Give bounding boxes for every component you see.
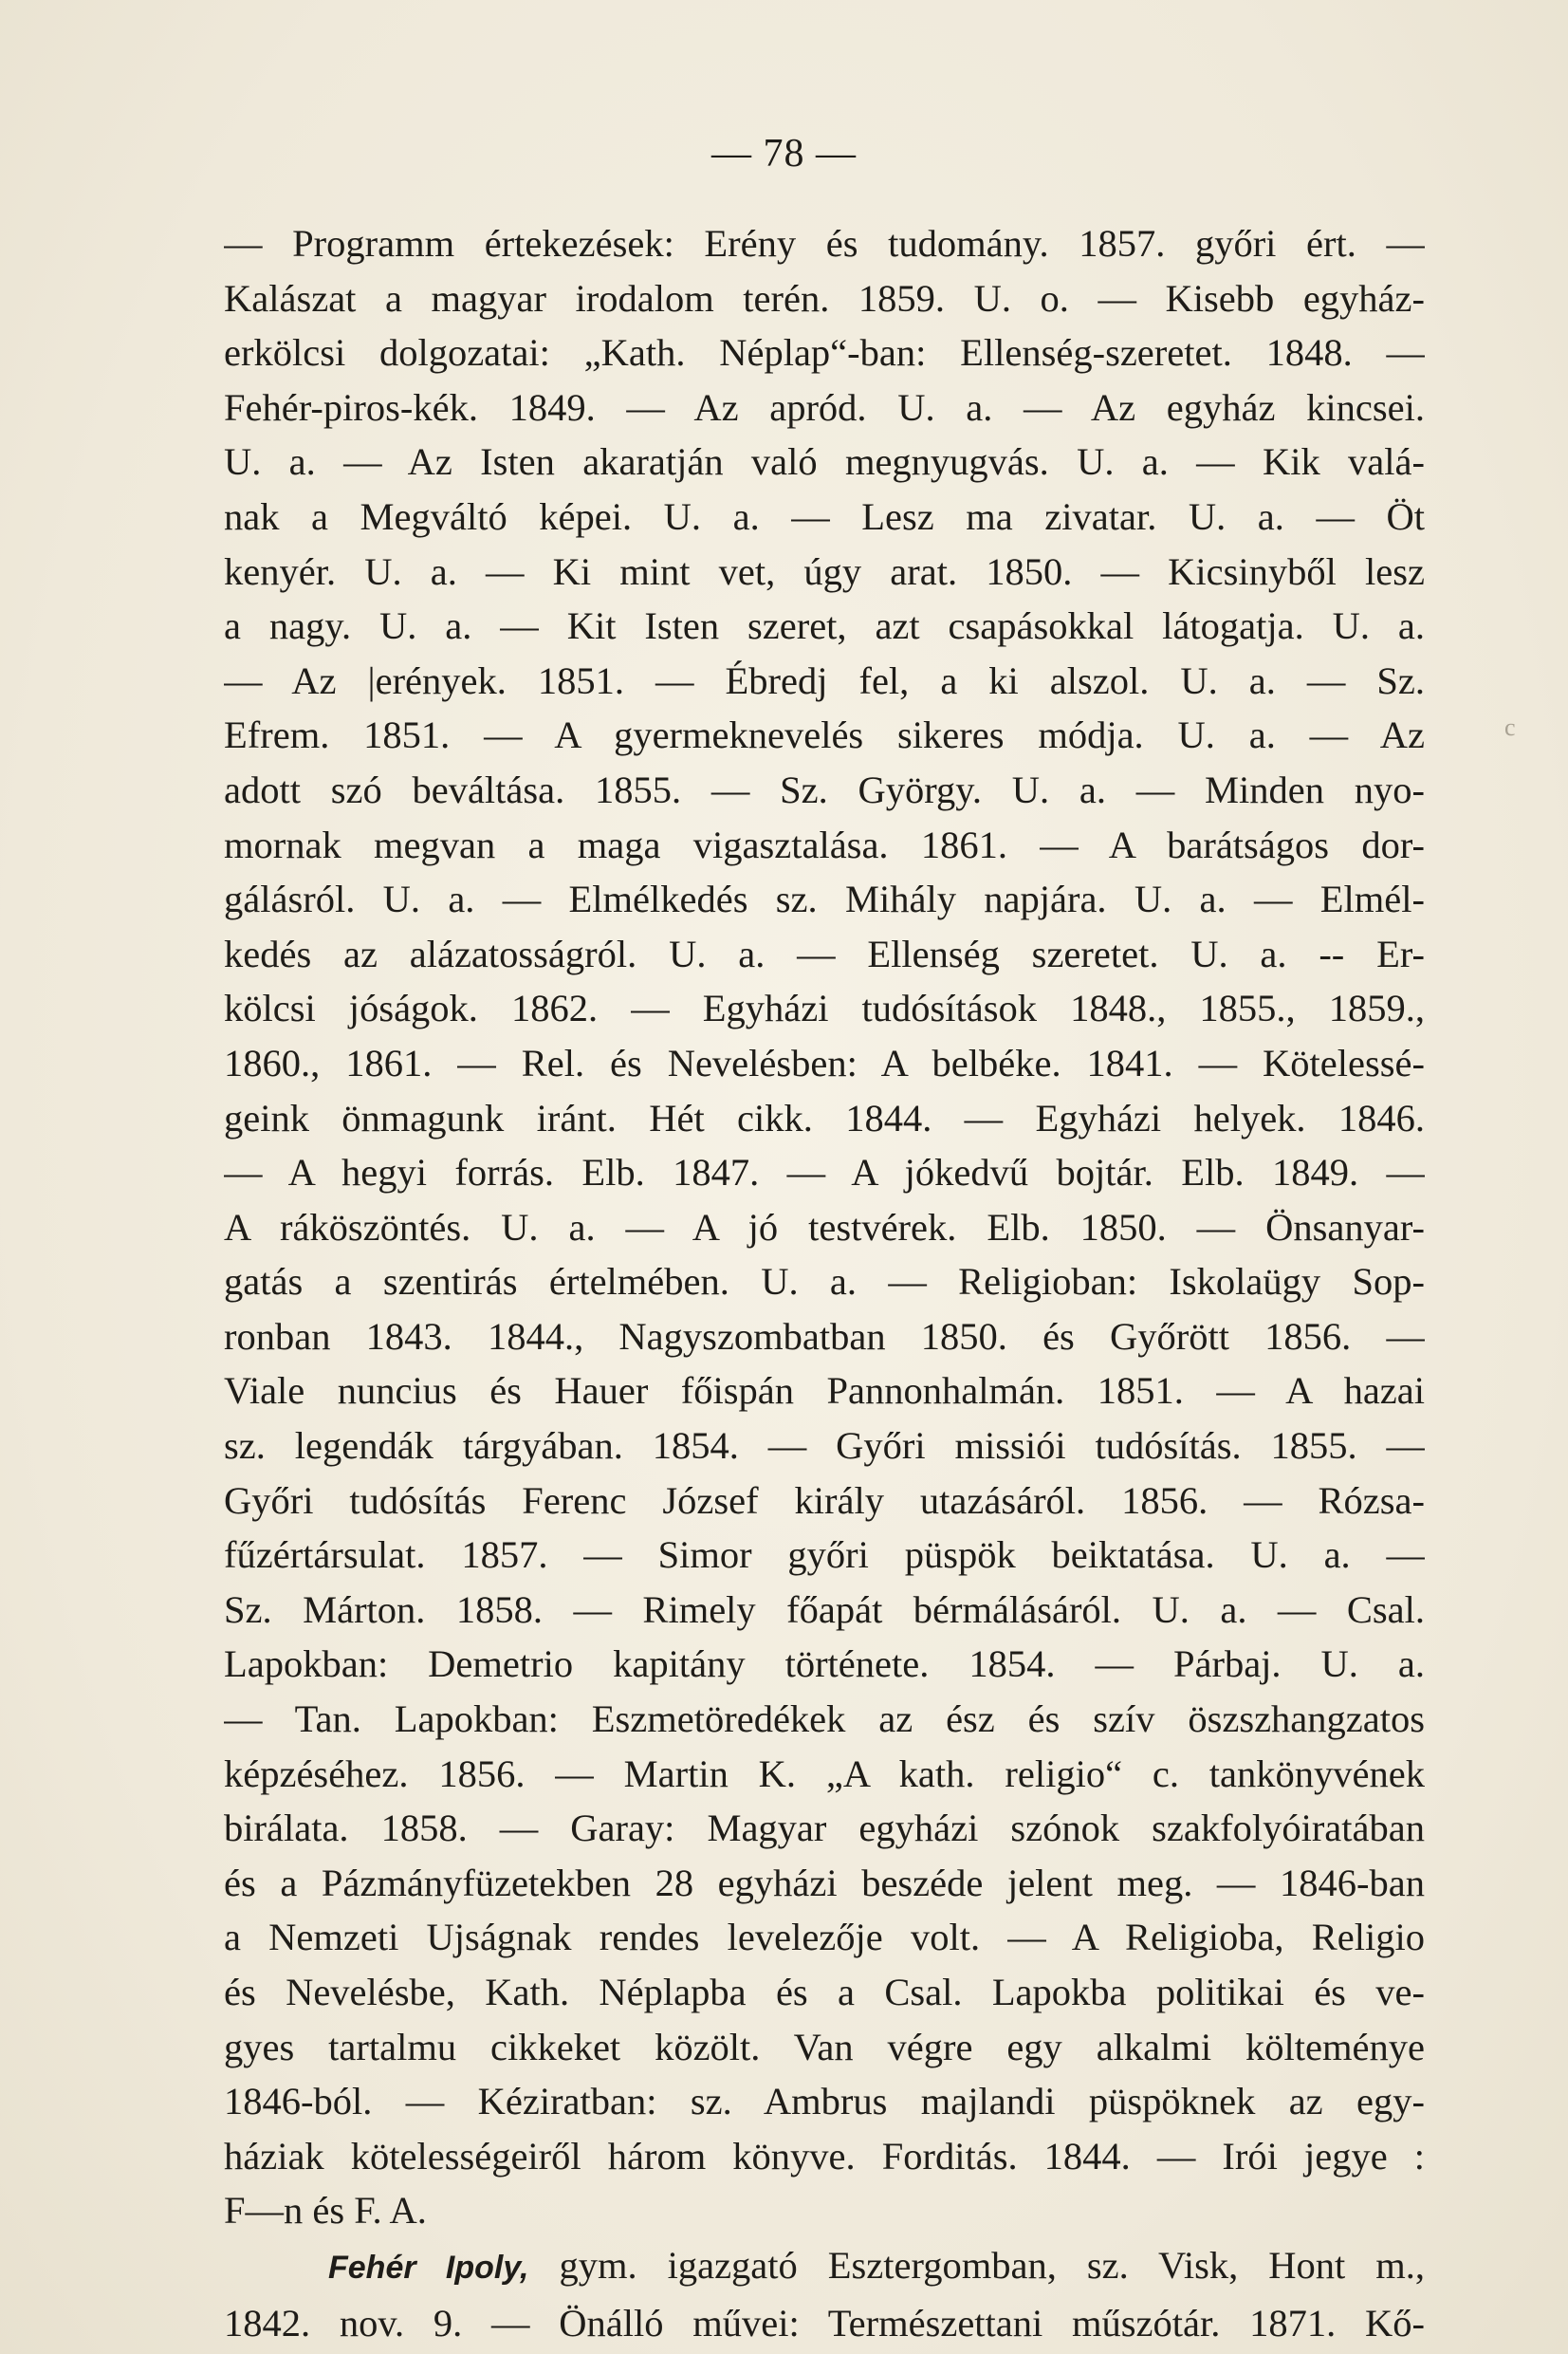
text-line: sz. legendák tárgyában. 1854. — Győri missiói tudósítás. 1855. — bbox=[224, 1424, 1425, 1468]
text-line: Lapokban: Demetrio kapitány története. 1854. — Párbaj. U. a. bbox=[224, 1642, 1425, 1686]
text-line: Győri tudósítás Ferenc József király utazásáról. 1856. — Rózsa- bbox=[224, 1478, 1425, 1522]
text-line: ronban 1843. 1844., Nagyszombatban 1850. és Győrött 1856. — bbox=[224, 1314, 1425, 1358]
text-line: 1860., 1861. — Rel. és Nevelésben: A belbéke. 1841. — Kötelessé- bbox=[224, 1041, 1425, 1084]
text-line: 1842. nov. 9. — Önálló művei: Természettani műszótár. 1871. Kő- bbox=[224, 2301, 1425, 2345]
text-line: 1846-ból. — Kéziratban: sz. Ambrus majlandi püspöknek az egy- bbox=[224, 2080, 1425, 2123]
text-line: és a Pázmányfüzetekben 28 egyházi beszéde jelent meg. — 1846-ban bbox=[224, 1861, 1425, 1904]
text-line: nak a Megváltó képei. U. a. — Lesz ma zivatar. U. a. — Öt bbox=[224, 494, 1425, 538]
text-line: képzéséhez. 1856. — Martin K. „A kath. religio“ c. tankönyvének bbox=[224, 1752, 1425, 1795]
text-line: a nagy. U. a. — Kit Isten szeret, azt csapásokkal látogatja. U. a. bbox=[224, 604, 1425, 648]
text-line: U. a. — Az Isten akaratján való megnyugvás. U. a. — Kik valá- bbox=[224, 440, 1425, 484]
text-line: kölcsi jóságok. 1862. — Egyházi tudósítások 1848., 1855., 1859., bbox=[224, 987, 1425, 1030]
text-line: A ráköszöntés. U. a. — A jó testvérek. Elb. 1850. — Önsanyar- bbox=[224, 1205, 1425, 1249]
text-line: Sz. Márton. 1858. — Rimely főapát bérmálásáról. U. a. — Csal. bbox=[224, 1587, 1425, 1631]
text-line: Efrem. 1851. — A gyermeknevelés sikeres módja. U. a. — Az bbox=[224, 714, 1425, 757]
text-line: — Tan. Lapokban: Eszmetöredékek az ész és szív öszszhangzatos bbox=[224, 1697, 1425, 1741]
text-line: Viale nuncius és Hauer főispán Pannonhalmán. 1851. — A hazai bbox=[224, 1369, 1425, 1413]
text-line: erkölcsi dolgozatai: „Kath. Néplap“-ban: Ellenség-szeretet. 1848. — bbox=[224, 331, 1425, 375]
page-number: — 78 — bbox=[711, 132, 857, 176]
text-line: geink önmagunk iránt. Hét cikk. 1844. — Egyházi helyek. 1846. bbox=[224, 1096, 1425, 1140]
text-line: Fehér-piros-kék. 1849. — Az apród. U. a. — Az egyház kincsei. bbox=[224, 385, 1425, 429]
body-text bbox=[224, 216, 1425, 2350]
text-line: fűzértársulat. 1857. — Simor győri püspök beiktatása. U. a. — bbox=[224, 1533, 1425, 1577]
text-line: kenyér. U. a. — Ki mint vet, úgy arat. 1850. — Kicsinyből lesz bbox=[224, 549, 1425, 593]
text-line: háziak kötelességeiről három könyve. Forditás. 1844. — Irói jegye : bbox=[224, 2134, 1425, 2178]
text-line: — A hegyi forrás. Elb. 1847. — A jókedvű bojtár. Elb. 1849. — bbox=[224, 1151, 1425, 1195]
text-line: — Programm értekezések: Erény és tudomány. 1857. győri ért. — bbox=[224, 222, 1425, 265]
text-line: mornak megvan a maga vigasztalása. 1861. — A barátságos dor- bbox=[224, 823, 1425, 866]
entry-author-name: Fehér Ipoly, bbox=[328, 2249, 529, 2286]
text-line: és Nevelésbe, Kath. Néplapba és a Csal. Lapokba politikai és ve- bbox=[224, 1971, 1425, 2013]
entry-header-line bbox=[224, 2238, 1425, 2296]
text-line: kedés az alázatosságról. U. a. — Ellenség szeretet. U. a. -- Er- bbox=[224, 932, 1425, 975]
text-line: a Nemzeti Ujságnak rendes levelezője volt. — A Religioba, Religio bbox=[224, 1916, 1425, 1959]
text-line: birálata. 1858. — Garay: Magyar egyházi szónok szakfolyóiratában bbox=[224, 1807, 1425, 1850]
text-line: adott szó beváltása. 1855. — Sz. György. U. a. — Minden nyo- bbox=[224, 768, 1425, 811]
entry-details: gym. igazgató Esztergomban, sz. Visk, Hont m., bbox=[528, 2243, 1425, 2287]
text-line: F—n és F. A. bbox=[224, 2189, 427, 2233]
text-line: gyes tartalmu cikkeket közölt. Van végre egy alkalmi költeménye bbox=[224, 2025, 1425, 2068]
margin-mark: c bbox=[1504, 714, 1516, 741]
text-line: — Az |erények. 1851. — Ébredj fel, a ki alszol. U. a. — Sz. bbox=[224, 658, 1425, 702]
text-line: gálásról. U. a. — Elmélkedés sz. Mihály napjára. U. a. — Elmél- bbox=[224, 878, 1425, 921]
text-line: gatás a szentirás értelmében. U. a. — Religioban: Iskolaügy Sop- bbox=[224, 1260, 1425, 1304]
text-line: Kalászat a magyar irodalom terén. 1859. U. o. — Kisebb egyház- bbox=[224, 276, 1425, 320]
